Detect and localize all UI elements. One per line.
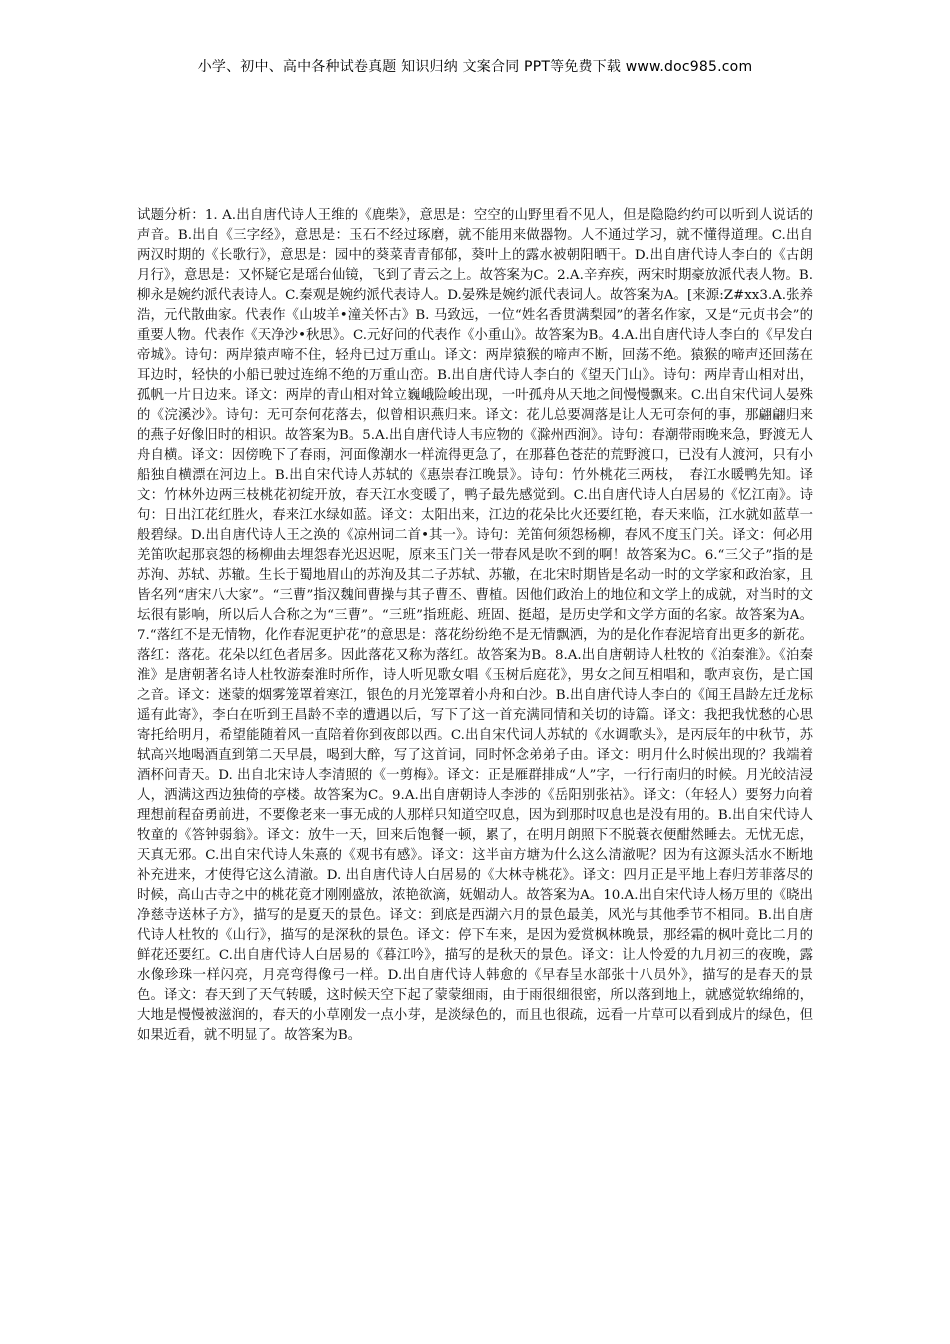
page-header: 小学、初中、高中各种试卷真题 知识归纳 文案合同 PPT等免费下载 www.doc985.com — [197, 59, 753, 75]
answer-analysis-text: 试题分析：1. A.出自唐代诗人王维的《鹿柴》，意思是：空空的山野里看不见人，但是隐隐约约可以听到人说话的声音。B.出自《三字经》，意思是：玉石不经过琢磨，就不能用来做器物。人不通过学习，就不懂得道理。C.出自两汉时期的《长歌行》，意思是：园中的葵菜青青郁郁，葵叶上的露水被朝阳晒干。D.出自唐代诗人李白的《古朗月行》，意思是：又怀疑它是瑶台仙镜，飞到了青云之上。故答案为C。2.A.辛弃疾，两宋时期豪放派代表人物。B.柳永是婉约派代表诗人。C.秦观是婉约派代表诗人。D.晏殊是婉约派代表词人。故答案为A。[来源:Z#xx3.A.张养浩，元代散曲家。代表作《山坡羊•潼关怀古》B. 马致远，一位“姓名香贯满梨园”的著名作家，又是“元贞书会”的重要人物。代表作《天净沙•秋思》。C.元好问的代表作《小重山》。故答案为B。4.A.出自唐代诗人李白的《早发白帝城》。诗句：两岸猿声啼不住，轻舟已过万重山。译文：两岸猿猴的啼声不断，回荡不绝。猿猴的啼声还回荡在耳边时，轻快的小船已驶过连绵不绝的万重山峦。B.出自唐代诗人李白的《望天门山》。诗句：两岸青山相对出，孤帆一片日边来。译文：两岸的青山相对耸立巍峨险峻出现，一叶孤舟从天地之间慢慢飘来。C.出自宋代词人晏殊的《浣溪沙》。诗句：无可奈何花落去，似曾相识燕归来。译文：花儿总要凋落是让人无可奈何的事，那翩翩归来的燕子好像旧时的相识。故答案为B。5.A.出自唐代诗人韦应物的《滁州西涧》。诗句：春潮带雨晚来急，野渡无人舟自横。译文：因傍晚下了春雨，河面像潮水一样流得更急了，在那暮色苍茫的荒野渡口，已没有人渡河，只有小船独自横漂在河边上。B.出自宋代诗人苏轼的《惠崇春江晚景》。诗句：竹外桃花三两枝， 春江水暖鸭先知。译文：竹林外边两三枝桃花初绽开放，春天江水变暖了，鸭子最先感觉到。C.出自唐代诗人白居易的《忆江南》。诗句：日出江花红胜火，春来江水绿如蓝。译文：太阳出来，江边的花朵比火还要红艳，春天来临，江水就如蓝草一般碧绿。D.出自唐代诗人王之涣的《凉州词二首•其一》。诗句：羌笛何须怨杨柳，春风不度玉门关。译文：何必用羌笛吹起那哀怨的杨柳曲去埋怨春光迟迟呢，原来玉门关一带春风是吹不到的啊！故答案为C。6.“三父子”指的是苏洵、苏轼、苏辙。生长于蜀地眉山的苏洵及其二子苏轼、苏辙，在北宋时期皆是名动一时的文学家和政治家，且皆名列“唐宋八大家”。“三曹”指汉魏间曹操与其子曹丕、曹植。因他们政治上的地位和文学上的成就，对当时的文坛很有影响，所以后人合称之为“三曹”。“三班”指班彪、班固、挺超，是历史学和文学方面的名家。故答案为A。7.“落红不是无情物，化作春泥更护花”的意思是：落花纷纷绝不是无情飘洒，为的是化作春泥培育出更多的新花。落红：落花。花朵以红色者居多。因此落花又称为落红。故答案为B。8.A.出自唐朝诗人杜牧的《泊秦淮》。《泊秦淮》是唐朝著名诗人杜牧游秦淮时所作，诗人听见歌女唱《玉树后庭花》，男女之间互相唱和，歌声哀伤，是亡国之音。译文：迷蒙的烟雾笼罩着寒江，银色的月光笼罩着小舟和白沙。B.出自唐代诗人李白的《闻王昌龄左迁龙标遥有此寄》，李白在听到王昌龄不幸的遭遇以后，写下了这一首充满同情和关切的诗篇。译文：我把我忧愁的心思寄托给明月，希望能随着风一直陪着你到夜郎以西。C.出自宋代词人苏轼的《水调歌头》，是丙辰年的中秋节，苏轼高兴地喝酒直到第二天早晨，喝到大醉，写了这首词，同时怀念弟弟子由。译文：明月什么时候出现的？我端着酒杯问青天。D. 出自北宋诗人李清照的《一剪梅》。译文：正是雁群排成“人”字，一行行南归的时候。月光皎洁浸人，洒满这西边独倚的亭楼。故答案为C。9.A.出自唐朝诗人李涉的《岳阳别张祜》。译文：（年轻人）要努力向着理想前程奋勇前进，不要像老来一事无成的人那样只知道空叹息，因为到那时叹息也是没有用的。B.出自宋代诗人牧童的《答钟弱翁》。译文：放牛一天，回来后饱餐一顿，累了，在明月朗照下不脱蓑衣便酣然睡去。无忧无虑，天真无邪。C.出自宋代诗人朱熹的《观书有感》。译文：这半亩方塘为什么这么清澈呢？因为有这源头活水不断地补充进来，才使得它这么清澈。D. 出自唐代诗人白居易的《大林寺桃花》。译文：四月正是平地上春归芳菲落尽的时候，高山古寺之中的桃花竟才刚刚盛放，浓艳欲滴，妩媚动人。故答案为A。10.A.出自宋代诗人杨万里的《晓出净慈寺送林子方》，描写的是夏天的景色。译文：到底是西湖六月的景色最美，风光与其他季节不相同。B.出自唐代诗人杜牧的《山行》，描写的是深秋的景色。译文：停下车来，是因为爱赏枫林晚景，那经霜的枫叶竟比二月的鲜花还要红。C.出自唐代诗人白居易的《暮江吟》，描写的是秋天的景色。译文：让人怜爱的九月初三的夜晚，露水像珍珠一样闪亮，月亮弯得像弓一样。D.出自唐代诗人韩愈的《早春呈水部张十八员外》，描写的是春天的景色。译文：春天到了天气转暖，这时候天空下起了蒙蒙细雨，由于雨很细很密，所以落到地上，就感觉软绵绵的，大地是慢慢被滋润的，春天的小草刚发一点小芽，是淡绿色的，而且也很疏，远看一片草可以看到成片的绿色，但如果近看，就不明显了。故答案为B。 — [137, 208, 813, 1043]
